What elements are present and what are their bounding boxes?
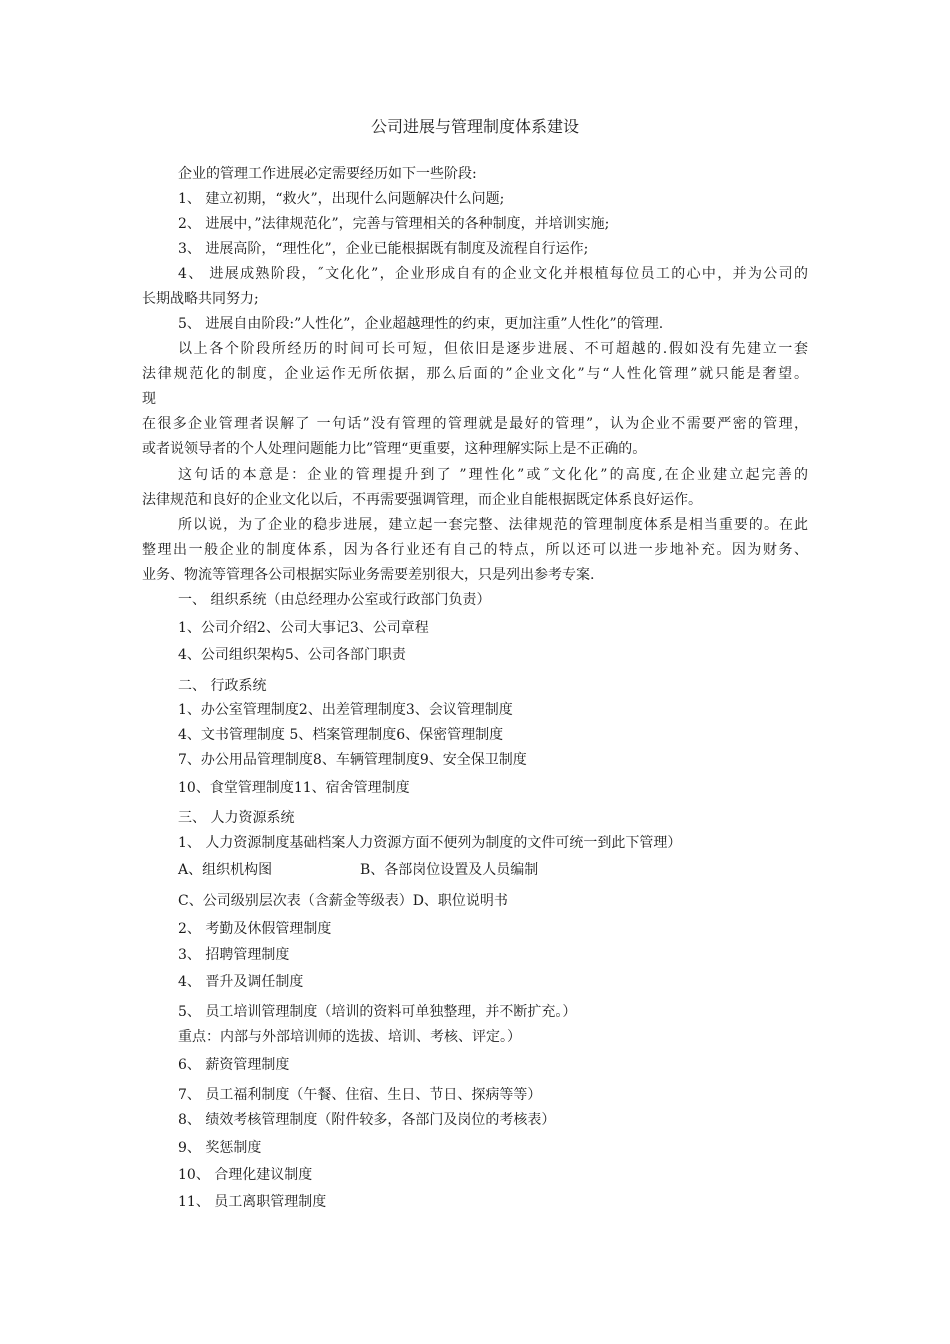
list-item: 4、 晋升及调任制度	[178, 974, 304, 990]
document-title: 公司进展与管理制度体系建设	[370, 117, 579, 136]
list-item: 8、 绩效考核管理制度（附件较多，各部门及岗位的考核表）	[178, 1112, 556, 1128]
list-item: 1、 人力资源制度基础档案人力资源方面不便列为制度的文件可统一到此下管理）	[178, 835, 682, 851]
list-item: 9、 奖惩制度	[178, 1140, 262, 1156]
list-item: 7、办公用品管理制度8、车辆管理制度9、安全保卫制度	[178, 752, 527, 768]
paragraph-line: 或者说领导者的个人处理问题能力比”管理“更重要，这种理解实际上是不正确的。	[142, 441, 647, 457]
list-item: C、公司级别层次表（含薪金等级表）D、职位说明书	[178, 893, 508, 909]
list-item: 7、 员工福利制度（午餐、住宿、生日、节日、探病等等）	[178, 1087, 542, 1103]
list-item: 3、 招聘管理制度	[178, 947, 290, 963]
paragraph-line: 业务、物流等管理各公司根据实际业务需要差别很大，只是列出参考专案.	[142, 567, 595, 583]
stage-line: 5、 进展自由阶段:”人性化”，企业超越理性的约束，更加注重”人性化”的管理.	[178, 316, 664, 332]
list-item: B、各部岗位设置及人员编制	[360, 862, 539, 878]
list-item: 4、文书管理制度 5、档案管理制度6、保密管理制度	[178, 727, 504, 743]
paragraph-line: 所以说，为了企业的稳步进展，建立起一套完整、法律规范的管理制度体系是相当重要的。在此	[178, 517, 808, 533]
list-item-note: 重点：内部与外部培训师的选拔、培训、考核、评定。）	[178, 1029, 521, 1045]
list-item: A、组织机构图	[178, 862, 273, 878]
section-heading-administration: 二、 行政系统	[178, 678, 267, 694]
intro-paragraph: 企业的管理工作进展必定需要经历如下一些阶段:	[178, 166, 477, 182]
paragraph-line: 这句话的本意是：企业的管理提升到了 ”理性化”或˝文化化”的高度,在企业建立起完善的	[178, 467, 808, 483]
paragraph-line: 法律规范和良好的企业文化以后，不再需要强调管理，而企业自能根据既定体系良好运作。	[142, 492, 702, 508]
list-item: 10、 合理化建议制度	[178, 1167, 313, 1183]
list-item: 6、 薪资管理制度	[178, 1057, 290, 1073]
list-item-pair	[142, 860, 808, 880]
list-item: 5、 员工培训管理制度（培训的资料可单独整理，并不断扩充。）	[178, 1004, 577, 1020]
paragraph-line: 法律规范化的制度，企业运作无所依据，那么后面的”企业文化”与“人性化管理”就只能是奢望。	[142, 366, 808, 382]
section-heading-human-resources: 三、 人力资源系统	[178, 810, 295, 826]
paragraph-line: 现	[142, 391, 156, 407]
section-heading-organization: 一、 组织系统（由总经理办公室或行政部门负责）	[178, 592, 491, 608]
list-item: 1、公司介绍2、公司大事记3、公司章程	[178, 620, 429, 636]
list-item: 10、食堂管理制度11、宿舍管理制度	[178, 780, 410, 796]
stage-line: 2、 进展中，”法律规范化”，完善与管理相关的各种制度，并培训实施;	[178, 216, 610, 232]
stage-line: 1、 建立初期，“救火”，出现什么问题解决什么问题;	[178, 191, 505, 207]
list-item: 2、 考勤及休假管理制度	[178, 921, 332, 937]
list-item: 4、公司组织架构5、公司各部门职责	[178, 647, 406, 663]
list-item: 11、 员工离职管理制度	[178, 1194, 327, 1210]
paragraph-line: 以上各个阶段所经历的时间可长可短，但依旧是逐步进展、不可超越的.假如没有先建立一套	[178, 341, 808, 357]
stage-line: 4、 进展成熟阶段，˝文化化”，企业形成自有的企业文化并根植每位员工的心中，并为公司的	[178, 266, 808, 282]
stage-line-continued: 长期战略共同努力;	[142, 291, 259, 307]
paragraph-line: 整理出一般企业的制度体系，因为各行业还有自己的特点，所以还可以进一步地补充。因为财务、	[142, 542, 808, 558]
list-item: 1、办公室管理制度2、出差管理制度3、会议管理制度	[178, 702, 513, 718]
stage-line: 3、 进展高阶，“理性化”，企业已能根据既有制度及流程自行运作;	[178, 241, 589, 257]
paragraph-line: 在很多企业管理者误解了 一句话”没有管理的管理就是最好的管理”，认为企业不需要严密的管理，	[142, 416, 808, 432]
